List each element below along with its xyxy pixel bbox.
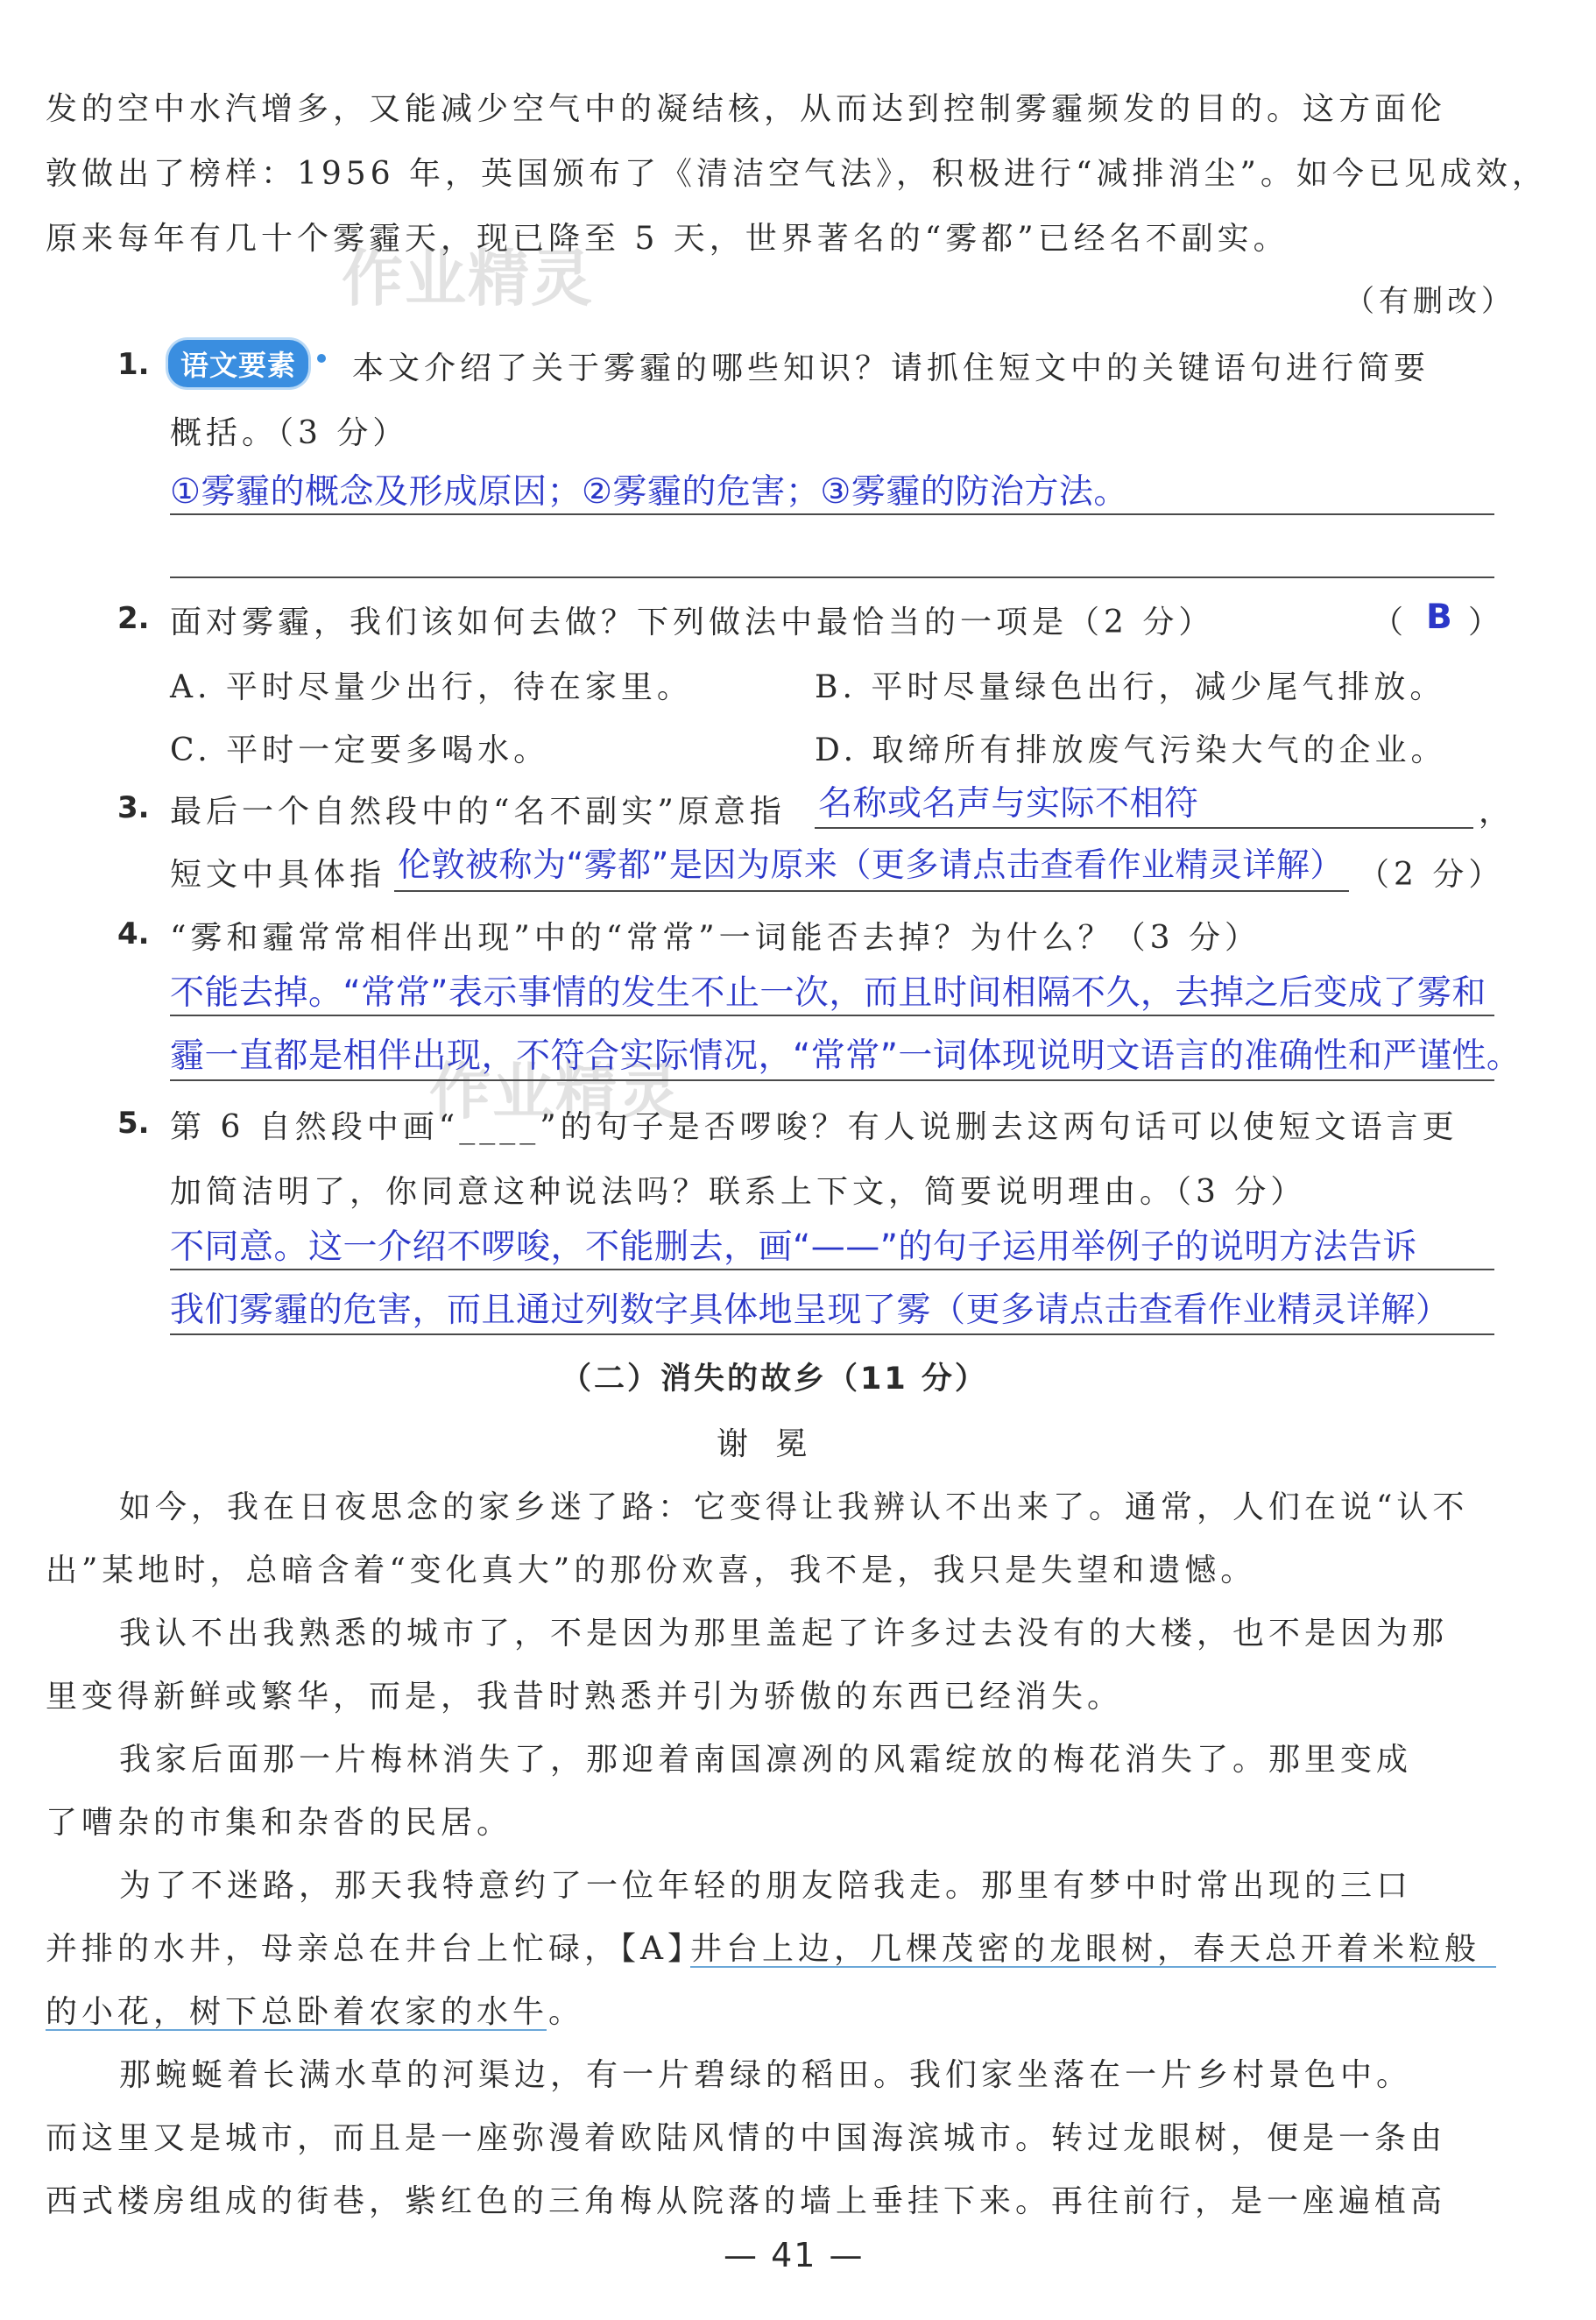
answer-line	[170, 1333, 1494, 1335]
underlined-sentence: 井台上边，几棵茂密的龙眼树，春天总开着米粒般	[690, 1931, 1481, 1967]
question-text: 第 6 自然段中画“____”的句子是否啰唆？有人说删去这两句话可以使短文语言更	[170, 1109, 1458, 1145]
paragraph-line: 西式楼房组成的街巷，紫红色的三角梅从院落的墙上垂挂下来。再往前行，是一座遍植高	[46, 2183, 1447, 2219]
answer-text: 霾一直都是相伴出现，不符合实际情况，“常常”一词体现说明文语言的准确性和严谨性。	[170, 1036, 1522, 1076]
answer-paren-close: ）	[1468, 605, 1505, 640]
watermark: 作业精灵	[429, 1056, 681, 1128]
option-a: A. 平时尽量少出行，待在家里。	[170, 669, 693, 705]
passage-line: 发的空中水汽增多，又能减少空气中的凝结核，从而达到控制雾霾频发的目的。这方面伦	[46, 91, 1447, 127]
question-text: 短文中具体指	[170, 857, 386, 893]
paragraph-line: 出”某地时，总暗含着“变化真大”的那份欢喜，我不是，我只是失望和遗憾。	[46, 1553, 1257, 1588]
question-number: 1.	[117, 347, 150, 382]
question-number: 4.	[117, 916, 150, 951]
score: （2 分）	[1358, 857, 1505, 893]
paragraph-line: 了嘈杂的市集和杂沓的民居。	[46, 1805, 513, 1841]
question-text: 加简洁明了，你同意这种说法吗？联系上下文，简要说明理由。（3 分）	[170, 1174, 1307, 1210]
question-text: 面对雾霾，我们该如何去做？下列做法中最恰当的一项是（2 分）	[170, 605, 1215, 640]
answer-line	[170, 1079, 1494, 1081]
sentence-underline	[46, 2029, 547, 2031]
badge-dot-icon	[317, 354, 326, 363]
answer-text: 名称或名声与实际不相符	[818, 784, 1199, 824]
question-text: 最后一个自然段中的“名不副实”原意指	[170, 794, 786, 830]
answer-line	[170, 1269, 1494, 1270]
passage-line: 原来每年有几十个雾霾天，现已降至 5 天，世界著名的“雾都”已经名不副实。	[46, 221, 1289, 257]
option-d: D. 取缔所有排放废气污染大气的企业。	[815, 732, 1447, 768]
author: 谢 冕	[717, 1426, 816, 1462]
underlined-sentence: 的小花，树下总卧着农家的水牛。	[46, 1994, 585, 2030]
answer-line	[170, 513, 1494, 515]
yuwen-yaosu-badge: 语文要素	[168, 340, 308, 387]
question-number: 2.	[117, 601, 150, 636]
page-number: — 41 —	[724, 2236, 865, 2274]
question-text: 本文介绍了关于雾霾的哪些知识？请抓住短文中的关键语句进行简要	[352, 350, 1430, 386]
paragraph-line: 那蜿蜒着长满水草的河渠边，有一片碧绿的稻田。我们家坐落在一片乡村景色中。	[119, 2057, 1413, 2093]
sentence-underline	[690, 1966, 1496, 1968]
paragraph-line: 我认不出我熟悉的城市了，不是因为那里盖起了许多过去没有的大楼，也不是因为那	[119, 1616, 1449, 1652]
paragraph-line: 并排的水井，母亲总在井台上忙碌，【A】	[46, 1931, 703, 1967]
answer-text: 伦敦被称为“雾都”是因为原来（更多请点击查看作业精灵详解）	[398, 845, 1344, 884]
option-c: C. 平时一定要多喝水。	[170, 732, 550, 768]
option-b: B. 平时尽量绿色出行，减少尾气排放。	[815, 669, 1446, 705]
watermark: 作业精灵	[342, 243, 594, 315]
answer-line	[815, 827, 1473, 829]
passage-line: 敦做出了榜样：1956 年，英国颁布了《清洁空气法》，积极进行“减排消尘”。如今已见成效，	[46, 156, 1548, 192]
answer-text: 我们雾霾的危害，而且通过列数字具体地呈现了雾（更多请点击查看作业精灵详解）	[170, 1291, 1451, 1330]
paragraph-line: 我家后面那一片梅林消失了，那迎着南国凛冽的风霜绽放的梅花消失了。那里变成	[119, 1742, 1413, 1778]
paragraph-line: 而这里又是城市，而且是一座弥漫着欧陆风情的中国海滨城市。转过龙眼树，便是一条由	[46, 2120, 1447, 2156]
comma: ，	[1479, 794, 1515, 830]
question-number: 5.	[117, 1106, 150, 1141]
question-text: “雾和霾常常相伴出现”中的“常常”一词能否去掉？为什么？（3 分）	[170, 920, 1261, 956]
answer-text: 不能去掉。“常常”表示事情的发生不止一次，而且时间相隔不久，去掉之后变成了雾和	[170, 973, 1487, 1013]
paragraph-line: 为了不迷路，那天我特意约了一位年轻的朋友陪我走。那里有梦中时常出现的三口	[119, 1868, 1413, 1904]
question-text: 概括。（3 分）	[170, 415, 409, 451]
answer-choice: B	[1426, 598, 1453, 637]
paragraph-line: 如今，我在日夜思念的家乡迷了路：它变得让我辨认不出来了。通常，人们在说“认不	[119, 1489, 1469, 1525]
answer-paren-open: （	[1372, 605, 1409, 640]
answer-line	[394, 890, 1349, 892]
answer-text: 不同意。这一介绍不啰唆，不能删去，画“——”的句子运用举例子的说明方法告诉	[170, 1227, 1417, 1267]
paragraph-line: 里变得新鲜或繁华，而是，我昔时熟悉并引为骄傲的东西已经消失。	[46, 1679, 1124, 1715]
section-title: （二）消失的故乡（11 分）	[561, 1362, 988, 1397]
question-number: 3.	[117, 790, 150, 825]
answer-text: ①雾霾的概念及形成原因；②雾霾的危害；③雾霾的防治方法。	[170, 472, 1128, 512]
answer-line	[170, 576, 1494, 578]
answer-line	[170, 1015, 1494, 1016]
source-note: （有删改）	[1345, 284, 1515, 319]
